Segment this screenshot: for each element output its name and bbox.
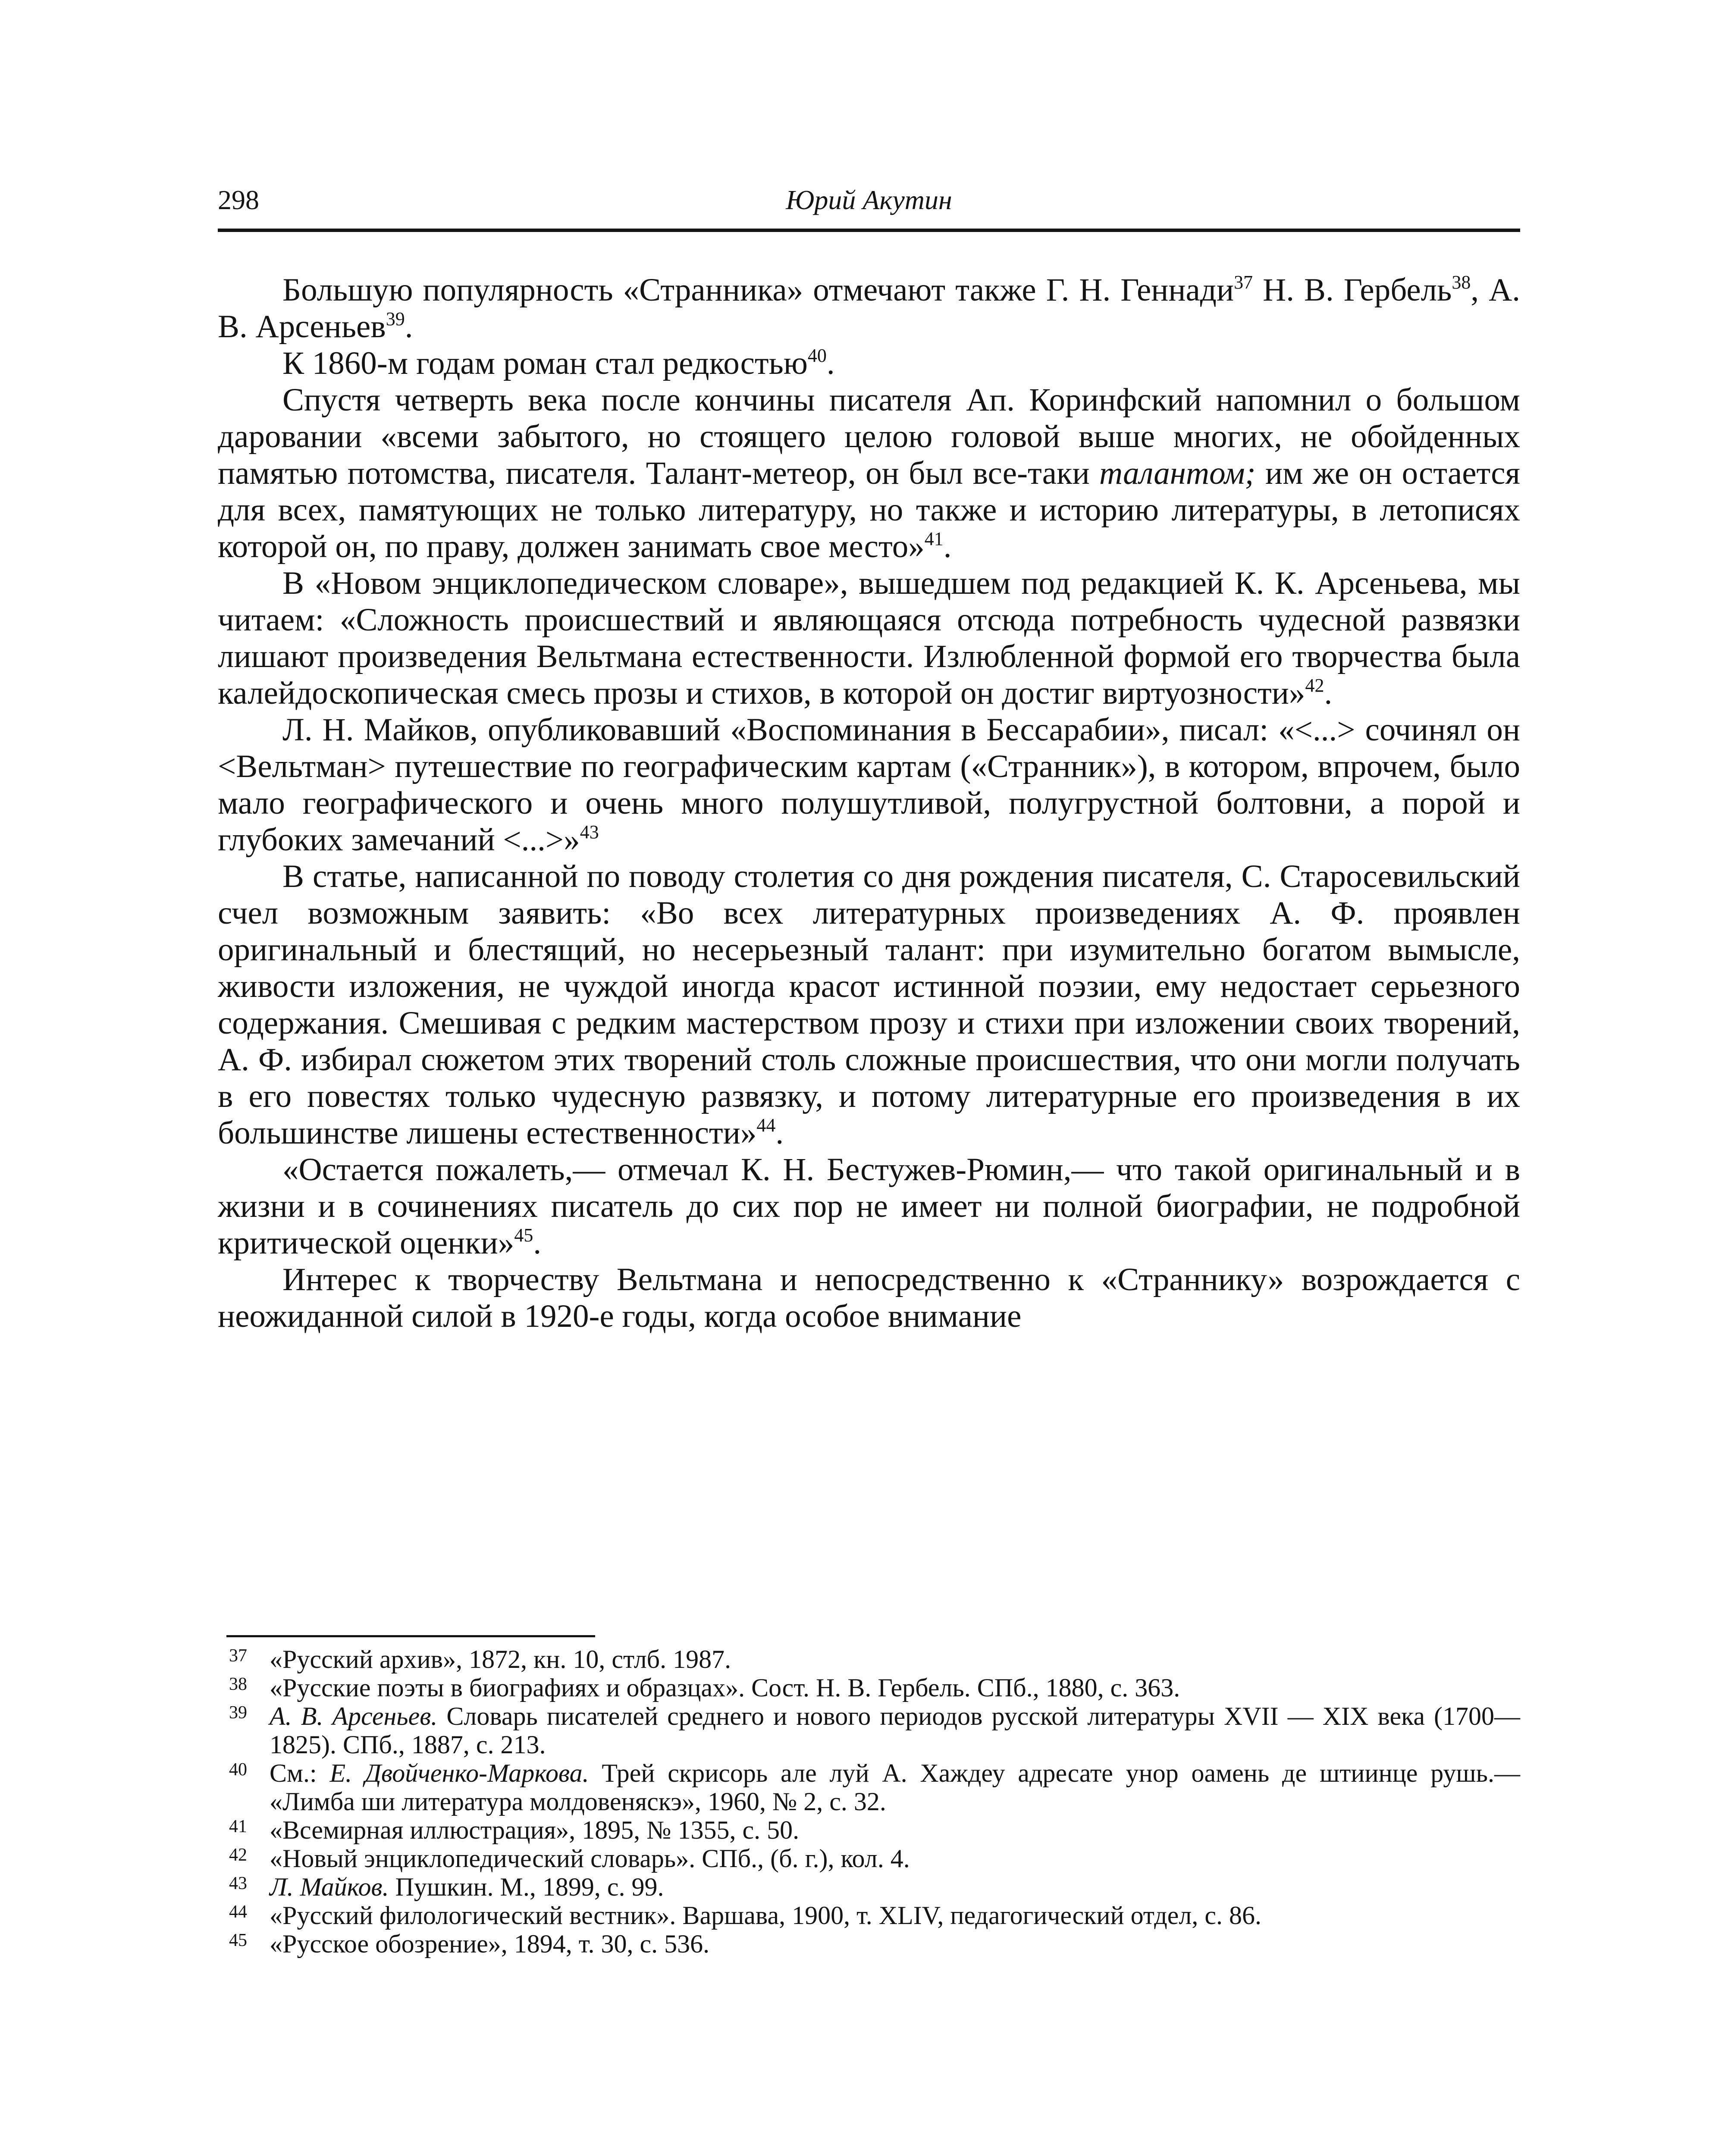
footnote-author: Е. Двойченко-Маркова. xyxy=(329,1759,589,1787)
footnote-text: Словарь писателей среднего и нового периодов русской литературы XVII — XIX века (1700—1825). СПб., 1887, с. 213. xyxy=(270,1702,1520,1759)
footnote-text: «Русский архив», 1872, кн. 10, стлб. 1987. xyxy=(270,1645,731,1673)
text-run: , А. В. Арсеньев xyxy=(218,272,1520,345)
footnote-42 xyxy=(226,1844,1520,1873)
footnote-text: «Новый энциклопедический словарь». СПб., (б. г.), кол. 4. xyxy=(270,1844,910,1873)
text-run: Интерес к творчеству Вельтмана и непосредственно к «Страннику» возрождается с неожиданной силой в 1920-е годы, когда особое внимание xyxy=(218,1262,1520,1334)
page-header xyxy=(218,181,1520,232)
footnote-number: 40 xyxy=(229,1760,247,1780)
paragraph xyxy=(218,711,1520,858)
footnote-number: 43 xyxy=(229,1874,247,1893)
text-run: . xyxy=(826,345,835,381)
emphasis-text: талантом; xyxy=(1099,455,1256,491)
footnote-45 xyxy=(226,1930,1520,1958)
footnote-ref: 40 xyxy=(807,345,827,366)
text-run: . xyxy=(405,309,413,345)
page-number: 298 xyxy=(218,185,259,215)
footnote-number: 38 xyxy=(229,1674,247,1694)
text-run: им же он остается для всех, памятующих не только литературу, но также и историю литературы, в летописях которой он, по праву, должен занимать свое место» xyxy=(218,455,1520,564)
footnote-text: «Всемирная иллюстрация», 1895, № 1355, с. 50. xyxy=(270,1816,800,1844)
paragraph xyxy=(218,565,1520,711)
text-run: . xyxy=(943,529,952,564)
footnote-37 xyxy=(226,1645,1520,1673)
footnote-ref: 41 xyxy=(924,528,944,549)
text-run: Н. В. Гербель xyxy=(1253,272,1452,308)
text-run: «Остается пожалеть,— отмечал К. Н. Бестужев-Рюмин,— что такой оригинальный и в жизни и в сочинениях писатель до сих пор не имеет ни полной биографии, не подробной критической оценки» xyxy=(218,1152,1520,1261)
text-run: . xyxy=(1324,675,1333,711)
footnote-ref: 39 xyxy=(386,308,405,329)
footnote-39 xyxy=(226,1702,1520,1759)
footnote-number: 42 xyxy=(229,1845,247,1865)
paragraph xyxy=(218,272,1520,345)
footnote-divider xyxy=(226,1635,595,1637)
footnotes xyxy=(226,1645,1520,1958)
footnote-text: Трей скрисорь але луй А. Хаждеу адресате унор оамень де штиинце рушь.— «Лимба ши литература молдовеняскэ», 1960, № 2, с. 32. xyxy=(270,1759,1520,1816)
footnote-ref: 45 xyxy=(514,1225,533,1246)
footnote-text: «Русский филологический вестник». Варшава, 1900, т. XLIV, педагогический отдел, с. 86. xyxy=(270,1901,1261,1930)
footnote-number: 37 xyxy=(229,1646,247,1666)
footnote-text: Пушкин. М., 1899, с. 99. xyxy=(389,1873,664,1901)
text-run: Большую популярность «Странника» отмечают также Г. Н. Геннади xyxy=(282,272,1234,308)
footnote-text: См.: xyxy=(270,1759,330,1787)
footnote-ref: 37 xyxy=(1234,272,1253,293)
footnote-ref: 43 xyxy=(580,821,599,843)
footnote-44 xyxy=(226,1901,1520,1930)
footnote-text: «Русское обозрение», 1894, т. 30, с. 536. xyxy=(270,1930,710,1958)
text-run: В статье, написанной по поводу столетия со дня рождения писателя, С. Старосевильский счел возможным заявить: «Во всех литературных произведениях А. Ф. проявлен оригинальный и блестящий, но несерьезный талант: при изумительно богатом вымысле, живости изложения, не чуждой иногда красот истинной поэзии, ему недостает серьезного содержания. Смешивая с редким мастерством прозу и стихи при изложении своих творений, А. Ф. избирал сюжетом этих творений столь сложные происшествия, что они могли получать в его повестях только чудесную развязку, и потому литературные его произведения в их большинстве лишены естественности» xyxy=(218,859,1520,1151)
footnote-text: «Русские поэты в биографиях и образцах». Сост. Н. В. Гербель. СПб., 1880, с. 363. xyxy=(270,1673,1180,1702)
footnote-43 xyxy=(226,1873,1520,1901)
footnote-ref: 44 xyxy=(756,1115,776,1136)
text-run: Л. Н. Майков, опубликовавший «Воспоминания в Бессарабии», писал: «<...> сочинял он <Вельтман> путешествие по географическим картам («Странник»), в котором, впрочем, было мало географического и очень много полушутливой, полугрустной болтовни, а порой и глубоких замечаний <...>» xyxy=(218,712,1520,858)
running-head: Юрий Акутин xyxy=(786,185,952,215)
footnote-ref: 38 xyxy=(1452,272,1471,293)
footnote-40 xyxy=(226,1759,1520,1816)
text-run: . xyxy=(533,1225,542,1261)
text-run: . xyxy=(775,1115,784,1151)
footnote-author: Л. Майков. xyxy=(270,1873,389,1901)
paragraph xyxy=(218,382,1520,565)
paragraph xyxy=(218,1261,1520,1335)
text-run: Спустя четверть века после кончины писателя Ап. Коринфский напомнил о большом даровании «всеми забытого, но стоящего целою головой выше многих, не обойденных памятью потомства, писателя. Талант-метеор, он был все-таки xyxy=(218,382,1520,491)
footnote-number: 45 xyxy=(229,1930,247,1950)
paragraph xyxy=(218,858,1520,1151)
footnote-41 xyxy=(226,1816,1520,1844)
paragraph xyxy=(218,345,1520,382)
footnote-38 xyxy=(226,1673,1520,1702)
paragraph xyxy=(218,1151,1520,1261)
footnote-ref: 42 xyxy=(1305,675,1324,696)
main-text xyxy=(218,272,1520,1335)
text-run: В «Новом энциклопедическом словаре», вышедшем под редакцией К. К. Арсеньева, мы читаем: «Сложность происшествий и являющаяся отсюда потребность чудесной развязки лишают произведения Вельтмана естественности. Излюбленной формой его творчества была калейдоскопическая смесь прозы и стихов, в которой он достиг виртуозности» xyxy=(218,565,1520,711)
footnote-author: А. В. Арсеньев. xyxy=(270,1702,438,1730)
text-run: К 1860-м годам роман стал редкостью xyxy=(282,345,808,381)
footnote-number: 41 xyxy=(229,1817,247,1836)
footnote-number: 44 xyxy=(229,1902,247,1922)
footnote-number: 39 xyxy=(229,1703,247,1723)
